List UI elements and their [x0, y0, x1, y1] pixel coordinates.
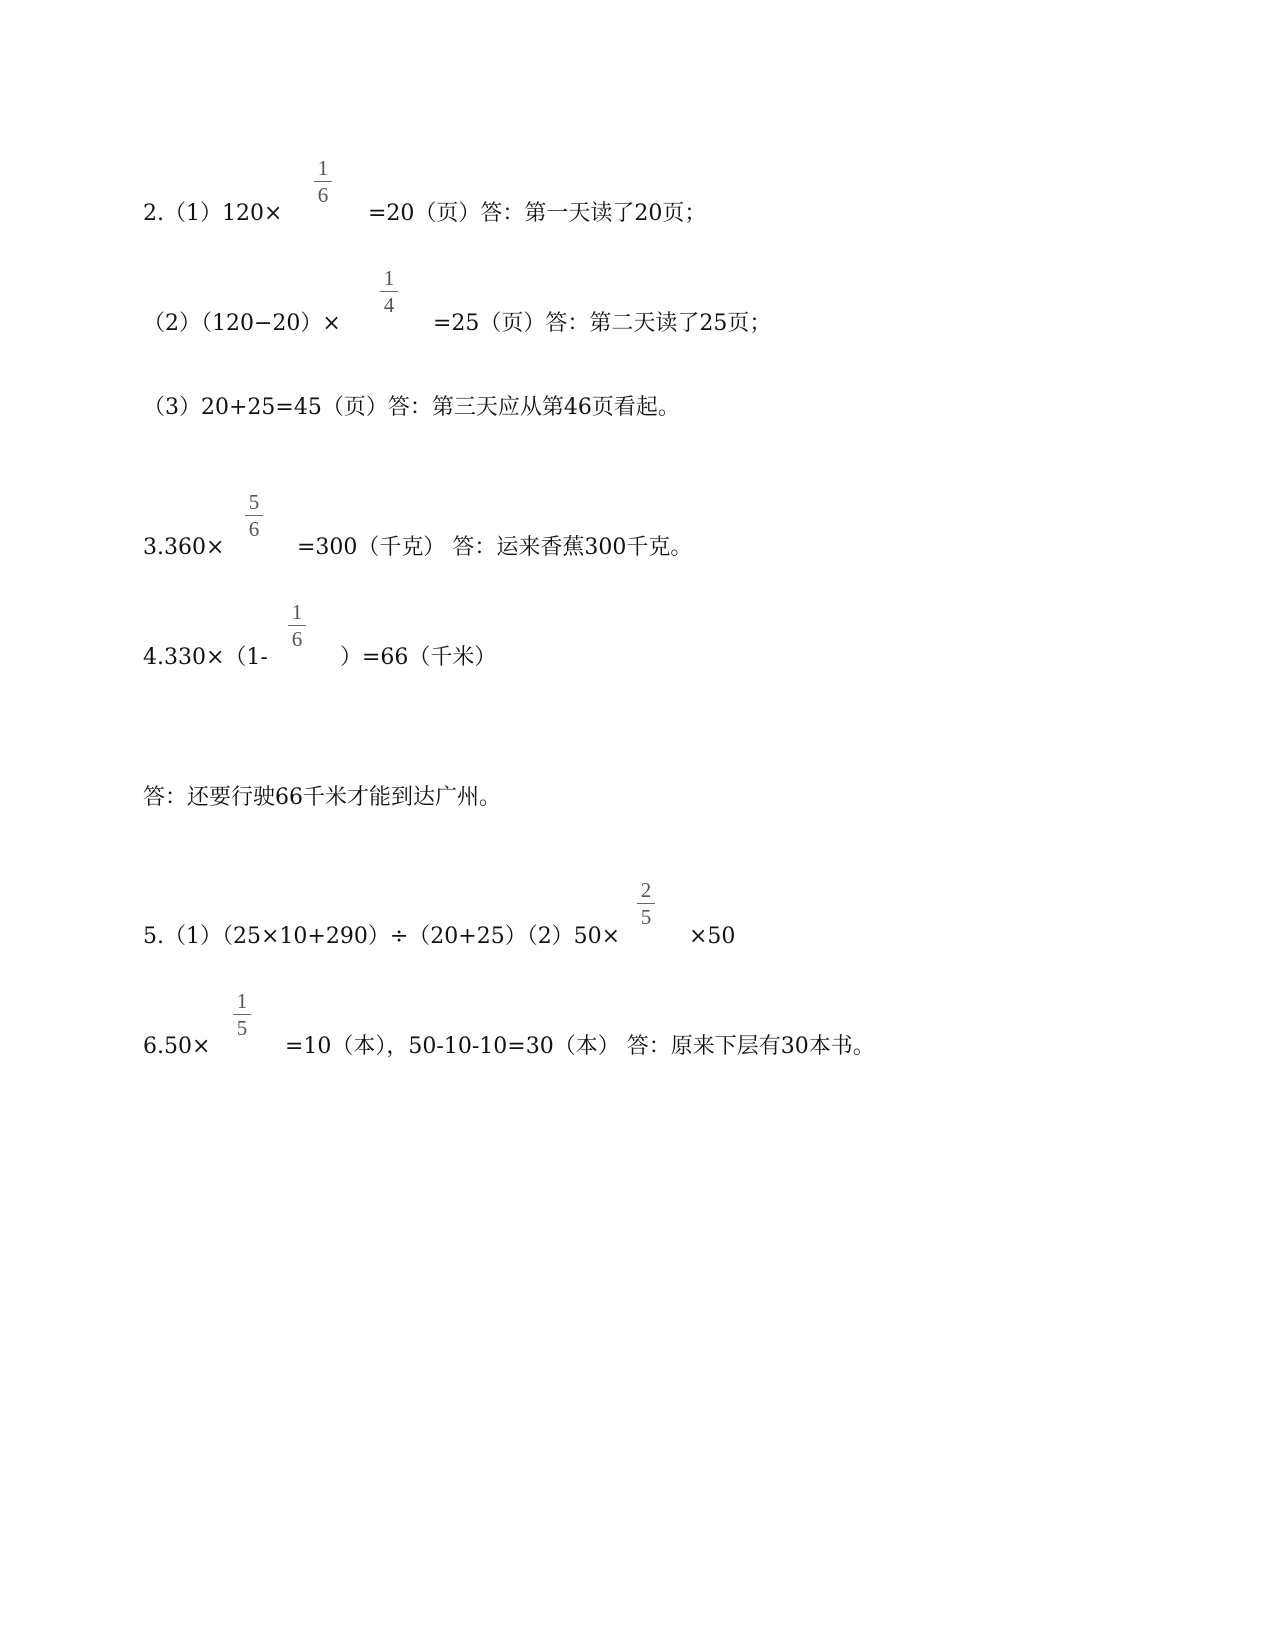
q2-part2-prefix: （2）（120−20）×: [143, 311, 341, 336]
q2-part2-suffix: =25（页）答：第二天读了25页；: [433, 311, 772, 336]
q2-part1-prefix: 2.（1）120×: [143, 201, 283, 226]
q2-part1-fraction: [312, 157, 334, 206]
q2-part2-fraction: [378, 267, 400, 316]
q6-suffix: =10（本），50-10-10=30（本） 答：原来下层有30本书。: [285, 1034, 875, 1059]
q2-part1-suffix: =20（页）答：第一天读了20页；: [368, 201, 707, 226]
q5-fraction: [635, 879, 657, 928]
fraction-numerator: 2: [640, 878, 652, 902]
fraction-numerator: 1: [236, 989, 248, 1013]
q3-prefix: 3.360×: [143, 535, 225, 560]
fraction-denominator: 4: [383, 293, 395, 317]
q6-prefix: 6.50×: [143, 1034, 211, 1059]
fraction-bar: [380, 291, 398, 292]
q4-answer: 答：还要行驶66千米才能到达广州。: [143, 785, 501, 810]
fraction-numerator: 5: [248, 490, 260, 514]
q2-part3-text: （3）20+25=45（页）答：第三天应从第46页看起。: [143, 395, 680, 420]
fraction-bar: [233, 1014, 251, 1015]
fraction-bar: [245, 515, 263, 516]
q3-fraction: [243, 491, 265, 540]
fraction-bar: [288, 625, 306, 626]
fraction-denominator: 6: [291, 627, 303, 651]
fraction-numerator: 1: [291, 600, 303, 624]
fraction-numerator: 1: [317, 156, 329, 180]
fraction-denominator: 5: [236, 1016, 248, 1040]
q5-prefix: 5.（1）（25×10+290）÷（20+25）（2）50×: [143, 924, 621, 949]
fraction-bar: [314, 181, 332, 182]
fraction-bar: [637, 903, 655, 904]
fraction-numerator: 1: [383, 266, 395, 290]
fraction-denominator: 5: [640, 905, 652, 929]
q4-prefix: 4.330×（1-: [143, 645, 268, 670]
q4-fraction: [286, 601, 308, 650]
fraction-denominator: 6: [248, 517, 260, 541]
q4-suffix: ）=66（千米）: [340, 645, 497, 670]
q6-fraction: [231, 990, 253, 1039]
q5-suffix: ×50: [689, 924, 736, 949]
q3-suffix: =300（千克） 答：运来香蕉300千克。: [297, 535, 693, 560]
fraction-denominator: 6: [317, 183, 329, 207]
